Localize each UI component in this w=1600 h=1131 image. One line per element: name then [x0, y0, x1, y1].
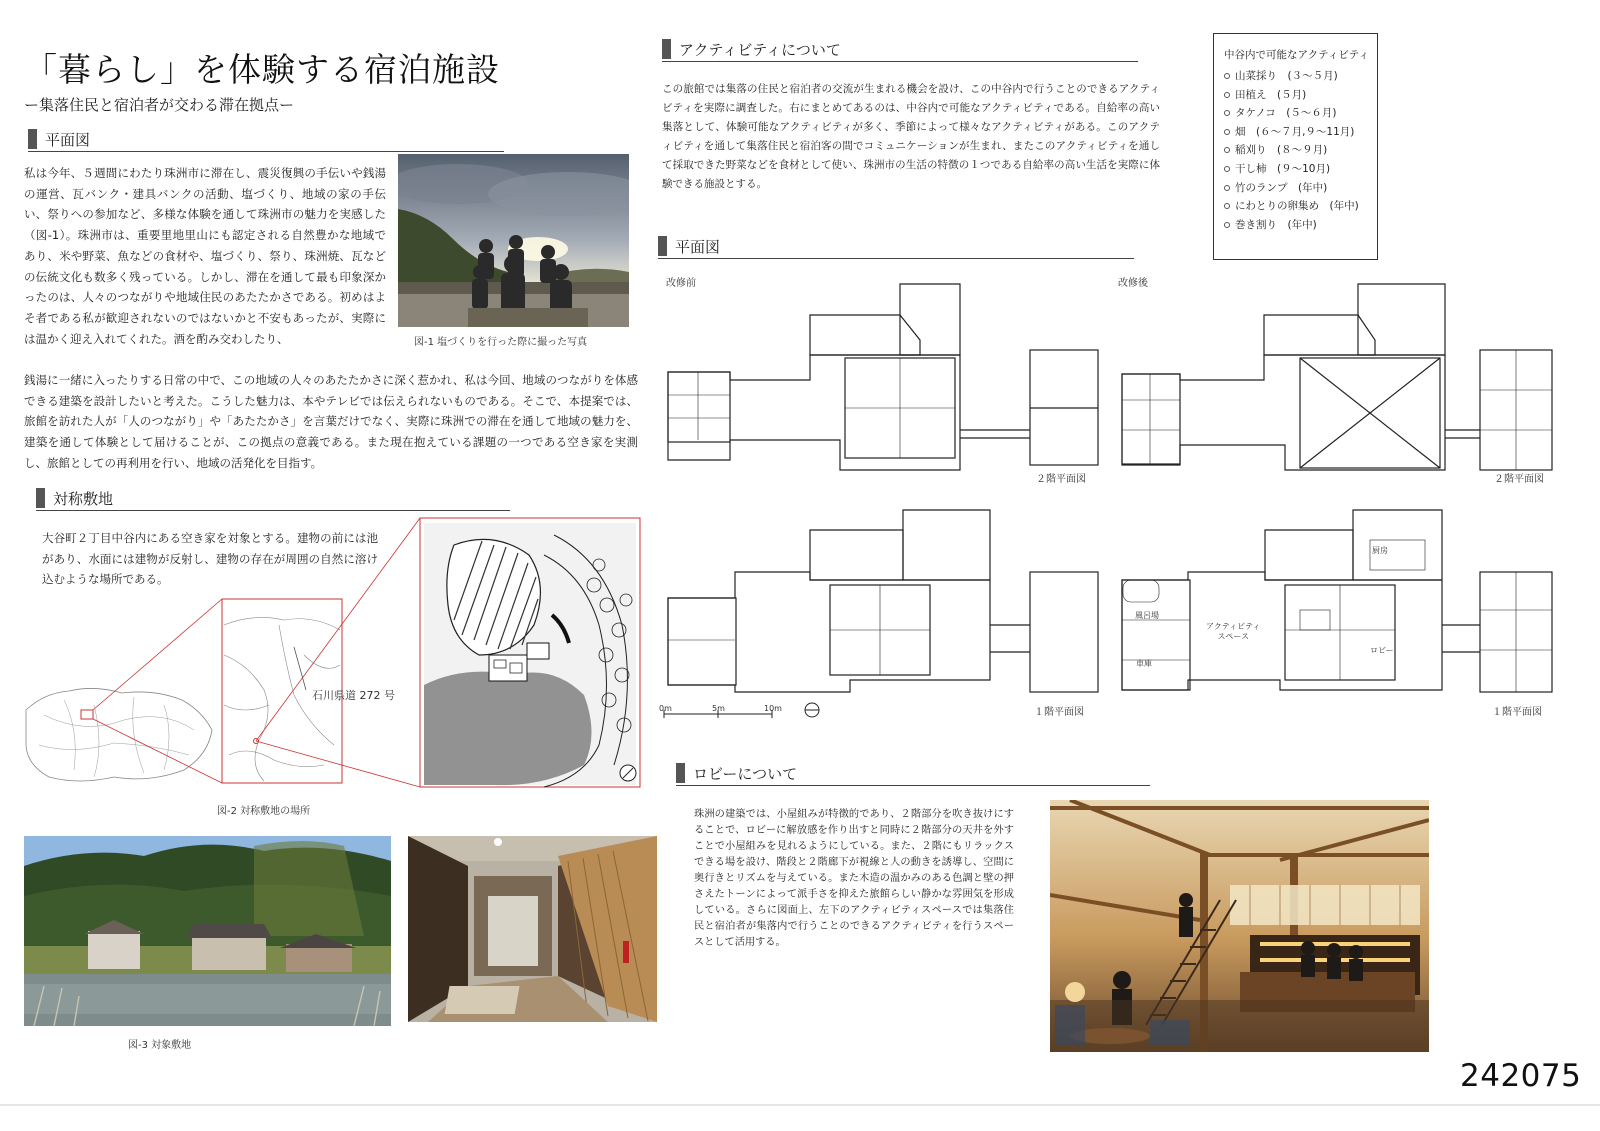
- room-lobby-label: ロビー: [1370, 646, 1394, 655]
- activity-item: 干し柿 (９～10月): [1224, 160, 1359, 179]
- activity-list-box: [1213, 33, 1378, 260]
- activity-list: [1224, 67, 1359, 234]
- fig2-site-map: [24, 515, 644, 790]
- bottom-divider: [0, 1104, 1600, 1106]
- activity-list-title: 中谷内で可能なアクティビティ: [1224, 49, 1370, 61]
- scale-label-5: 5m: [712, 704, 725, 713]
- scale-label-10: 10m: [764, 704, 782, 713]
- bullet-icon: [1224, 166, 1230, 172]
- intro-paragraph-1: 私は今年、５週間にわたり珠洲市に滞在し、震災復興の手伝いや銭湯の運営、瓦バンク・建具バンクの活動、塩づくり、地域の家の手伝い、祭りへの参加など、多様な体験を通して珠洲市の魅力を実感した（図-1）。珠洲市は、重要里地里山にも認定される自然豊かな地域であり、米や野菜、魚などの食材や、塩づくり、祭り、珠洲焼、瓦などの伝統文化も数多く残っている。しかし、滞在を通して最も印象深かったのは、人々のつながりや地域住民のあたたかさである。初めはよそ者である私が歓迎されないのではないかと不安もあったが、実際には温かく迎え入れてくれた。酒を酌み交わしたり、: [24, 166, 386, 346]
- scale-label-0: 0m: [659, 704, 672, 713]
- bullet-icon: [1224, 129, 1230, 135]
- fig3-caption: 図-3 対象敷地: [128, 1040, 192, 1051]
- lobby-description: 珠洲の建築では、小屋組みが特徴的であり、２階部分を吹き抜けにすることで、ロビーに解放感を作り出すと同時に２階部分の天井を外すことで小屋組みを見れるようにしている。また、２階にもリラックスできる場を設け、階段と２階廊下が視線と人の動きを誘導し、空間に奥行きとリズムを与えている。また木造の温かみのある色調と壁の押さえたトーンによって派手さを抑えた旅館らしい静かな雰囲気を形成している。さらに図面上、左下のアクティビティスペースでは集落住民と宿泊者が集落内で行うことのできるアクティビティを行うスペースとして活用する。: [694, 809, 1014, 948]
- activity-item: 竹のランプ (年中): [1224, 179, 1359, 198]
- bullet-icon: [1224, 92, 1230, 98]
- room-bath-label: 風呂場: [1135, 611, 1159, 620]
- heading-bar: [658, 236, 667, 256]
- road-label: 石川県道 272 号: [312, 689, 395, 702]
- section-heading-plans: [658, 234, 1134, 259]
- bullet-icon: [1224, 110, 1230, 116]
- section-heading-label: アクティビティについて: [679, 41, 841, 59]
- intro-paragraph-2: 銭湯に一緒に入ったりする日常の中で、この地域の人々のあたたかさに深く惹かれ、私は今回、地域のつながりを体感できる建築を設計したいと考えた。こうした魅力は、本やテレビでは伝えられないものである。そこで、本提案では、旅館を訪れた人が「人のつながり」や「あたたかさ」を言葉だけでなく、実際に珠洲での滞在を通して地域の魅力を、建築を通して体験として届けることが、この拠点の意義である。また現在抱えている課題の一つである空き家を実測し、旅館としての再利用を行い、地域の活発化を目指す。: [24, 373, 638, 470]
- bullet-icon: [1224, 203, 1230, 209]
- plan-after-1f-label: １階平面図: [1492, 707, 1542, 718]
- plan-before-2f-label: ２階平面図: [1036, 474, 1086, 485]
- bullet-icon: [1224, 73, 1230, 79]
- activity-description: この旅館では集落の住民と宿泊者の交流が生まれる機会を設け、この中谷内で行うことのできるアクティビティを実際に調査した。右にまとめてあるのは、中谷内で可能なアクティビティである。自給率の高い集落として、体験可能なアクティビティが多く、季節によって様々なアクティビティがある。このアクティビティを通して集落住民と宿泊客の間でコミュニケーションが生まれ、またこのアクティビティを通して採取できた野菜などを食材として使い、珠洲市の生活の特徴の１つである自給率の高い生活を実際に体験できる施設とする。: [662, 83, 1160, 190]
- floor-plans-drawing: [660, 280, 1560, 720]
- fig1-salt-making-photo: [398, 154, 629, 327]
- activity-item: 巻き割り (年中): [1224, 216, 1359, 235]
- fig3-site-photo-exterior: [24, 836, 391, 1026]
- plan-before-label: 改修前: [666, 278, 696, 289]
- heading-bar: [28, 129, 37, 149]
- activity-item: 畑 (６～７月,９～11月): [1224, 123, 1359, 142]
- activity-item: 稲刈り (８～９月): [1224, 141, 1359, 160]
- activity-item: 田植え (５月): [1224, 86, 1359, 105]
- entry-id-number: 242075: [1460, 1058, 1582, 1094]
- bullet-icon: [1224, 222, 1230, 228]
- bullet-icon: [1224, 147, 1230, 153]
- section-heading-activity: [662, 37, 1138, 62]
- room-activity-label: アクティビティ スペース: [1206, 622, 1261, 641]
- page-subtitle: ー集落住民と宿泊者が交わる滞在拠点ー: [24, 96, 295, 114]
- fig1-caption: 図-1 塩づくりを行った際に撮った写真: [414, 337, 588, 348]
- room-garage-label: 車庫: [1136, 659, 1152, 668]
- section-heading-label: 対称敷地: [53, 490, 114, 508]
- fig2-caption: 図-2 対称敷地の場所: [217, 806, 311, 817]
- plan-before-1f-label: １階平面図: [1034, 707, 1084, 718]
- plan-after-label: 改修後: [1118, 278, 1148, 289]
- section-heading-intro: [28, 127, 504, 152]
- lobby-rendering: [1050, 800, 1429, 1052]
- activity-item: にわとりの卵集め (年中): [1224, 197, 1359, 216]
- room-kitchen-label: 厨房: [1372, 546, 1388, 555]
- heading-bar: [662, 39, 671, 59]
- site-description: 大谷町２丁目中谷内にある空き家を対象とする。建物の前には池があり、水面には建物が反射し、建物の存在が周囲の自然に溶け込むような場所である。: [42, 531, 378, 587]
- section-heading-label: 平面図: [45, 131, 91, 149]
- activity-item: 山菜採り (３～５月): [1224, 67, 1359, 86]
- section-heading-lobby: [676, 761, 1150, 786]
- bullet-icon: [1224, 185, 1230, 191]
- section-heading-site: [36, 486, 510, 511]
- page-title: 「暮らし」を体験する宿泊施設: [24, 50, 500, 89]
- heading-bar: [36, 488, 45, 508]
- section-heading-label: 平面図: [675, 238, 721, 256]
- heading-bar: [676, 763, 685, 783]
- fig3-site-photo-interior: [408, 836, 657, 1022]
- activity-item: タケノコ (５～６月): [1224, 104, 1359, 123]
- section-heading-label: ロビーについて: [693, 765, 798, 783]
- plan-after-2f-label: ２階平面図: [1494, 474, 1544, 485]
